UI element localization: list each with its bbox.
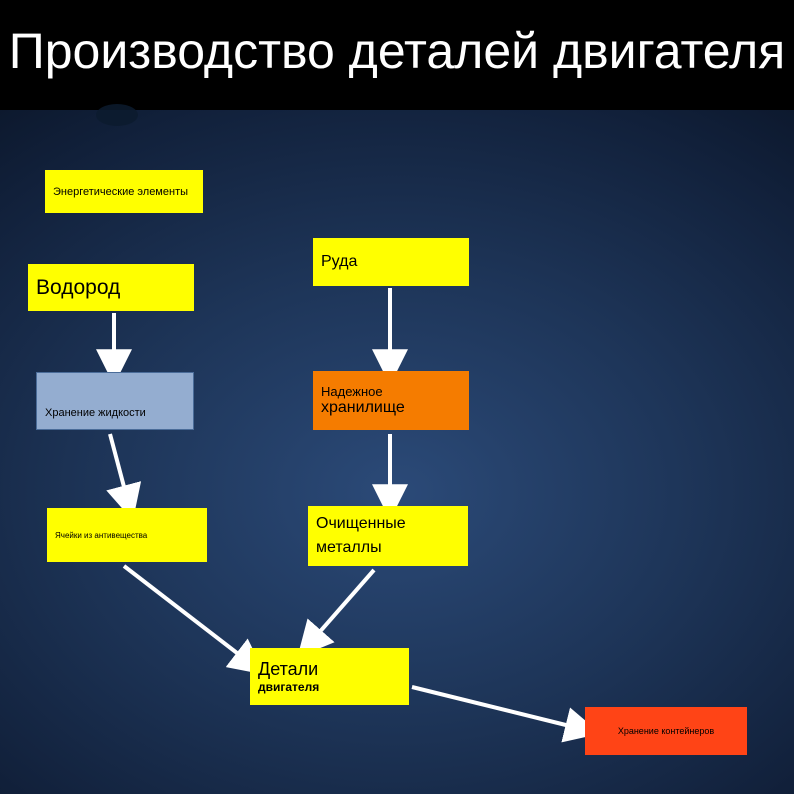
arrow-metals-to-parts [310, 570, 374, 643]
node-label: Руда [321, 253, 358, 270]
node-secure-storage[interactable] [313, 371, 469, 430]
node-hydrogen[interactable] [28, 264, 194, 311]
page-title: Производство деталей двигателя [8, 23, 786, 79]
node-ore[interactable] [313, 238, 469, 286]
node-container-storage[interactable] [585, 707, 747, 755]
node-label: Очищенные [316, 515, 406, 532]
node-engine-parts[interactable] [250, 648, 409, 705]
node-label: Ячейки из антивещества [55, 530, 148, 540]
arrow-liquid-to-antimatter [110, 434, 128, 502]
node-label: Надежное [321, 384, 383, 399]
node-label-line2: металлы [316, 539, 382, 556]
arrow-antimatter-to-parts [124, 566, 250, 663]
arrow-parts-to-container [412, 687, 582, 729]
node-energy-elements[interactable] [45, 170, 203, 213]
node-label: Детали [258, 659, 319, 679]
node-label-line2: двигателя [258, 680, 320, 694]
node-antimatter-cells[interactable] [47, 508, 207, 562]
node-label: Хранение жидкости [45, 407, 146, 419]
node-label: Хранение контейнеров [617, 726, 715, 736]
node-label: Энергетические элементы [53, 185, 189, 198]
node-refined-metals[interactable] [308, 506, 468, 566]
node-label-line2: хранилище [321, 399, 405, 416]
node-liquid-storage[interactable] [36, 372, 194, 430]
node-label: Водород [36, 275, 121, 299]
